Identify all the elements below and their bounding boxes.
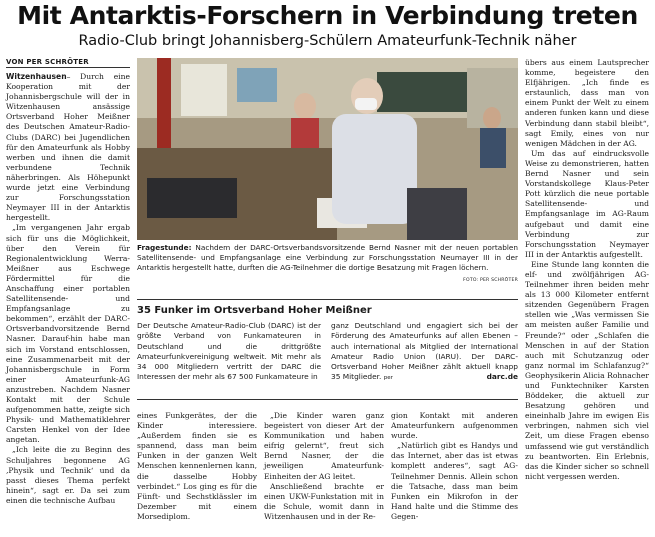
article-column-1 (6, 72, 130, 506)
infobox-bottom-rule (137, 399, 518, 400)
paragraph: „Die Kinder waren ganz begeistert von dieser Art der Kommunikation und haben eifrig gelernt“, freut sich Bernd Nasner, der die jeweiligen Amateurfunk-Einheiten der AG leitet. (264, 411, 384, 481)
infobox-title: 35 Funker im Ortsverband Hoher Meißner (137, 305, 372, 316)
paragraph: Um das auf eindrucksvolle Weise zu demonstrieren, hatten Bernd Nasner und sein Vorstandskollege Klaus-Peter Pott kürzlich die neue portable Satellitensende- und Empfangsanlage im AG-Raum aufgebaut und damit eine Verbindung zur Forschungsstation Neymayer III in der Antarktis aufgestellt. (525, 148, 649, 259)
article-photo (137, 58, 518, 240)
paragraph: Eine Stunde lang konnten die elf- und zwölfjährigen AG-Teilnehmer ihren beiden mehr als 13 000 Kilometer entfernt sitzenden Gegenübern Fragen stellen wie „Was vermissen Sie am meisten außer Familie und Freunde?“ oder „Schlafen die Menschen in auf der Station auch mit Schutzanzug oder ganz normal im Schlafanzug?“ Geophysikerin Alicia Rohnacher und Funktechniker Karsten Böddeker, die aktuell zur Besatzung gehören und eineinhalb Jahre im ewigen Eis verbringen, nahmen sich viel Zeit, um diese Fragen ebenso umfassend wie gut verständlich zu beantworten. Ein Erlebnis, das die Kinder sicher so schnell nicht vergessen werden. (525, 259, 649, 481)
article-column-3 (264, 411, 384, 522)
byline-rule (6, 67, 130, 68)
infobox-column-1 (137, 321, 321, 383)
infobox-column-2 (331, 321, 518, 384)
paragraph: eines Funkgerätes, der die Kinder interessiere. „Außerdem finden sie es spannend, dass man beim Funken in der ganzen Welt Menschen kennenlernen kann, die dasselbe Hobby verbindet.“ Los ging es für die Fünft- und Sechstklässler im Dezember mit einem Morsediplom. (137, 411, 257, 521)
subheadline: Radio-Club bringt Johannisberg-Schülern Amateurfunk-Technik näher (78, 33, 577, 49)
infobox-text: Der Deutsche Amateur-Radio-Club (DARC) ist der größte Verband von Funkamateuren in Deutschland und die drittgrößte Amateurfunkvereinigung weltweit. Mit mehr als 34 000 Mitgliedern vertritt der DARC die Interessen der mehr als 67 500 Funkamateure in (137, 321, 321, 382)
infobox-text: ganz Deutschland und engagiert sich bei der Förderung des Amateurfunks auf allen Ebenen – auch international als Mitglied der International Amateur Radio Union (IARU). Der DARC-Ortsverband Hoher Meißner zählt aktuell knapp 35 Mitglieder. per darc.de (331, 321, 518, 382)
photo-credit: FOTO: PER SCHRÖTER (463, 277, 518, 283)
infobox-author: per (383, 375, 393, 382)
dateline: Witzenhausen (6, 72, 67, 81)
paragraph: „Im vergangenen Jahr ergab sich für uns die Möglichkeit, über den Verein für Regionalentwicklung Werra-Meißner aus Eschwege Fördermittel für die Anschaffung einer portablen Satellitensende- und Empfangsanlage zu bekommen“, erzählt der DARC-Ortsverbandvorsitzende Bernd Nasner. Darauf-hin habe man sich im Vorstand entschlossen, eine Zusammenarbeit mit der Johannisbergschule in Form einer Amateurfunk-AG anzustreben. Nachdem Nasner Kontakt mit der Schule aufgenommen hatte, zeigte sich Physik- und Mathematiklehrer Carsten Henkel von der Idee angetan. (6, 223, 130, 445)
paragraph: Anschließend brachte er einen UKW-Funkstation mit in die Schule, womit dann in Witzenhausen und in der Re- (264, 481, 384, 521)
paragraph: „Ich leite die zu Beginn des Schuljahres begonnene AG ‚Physik und Technik‘ und da passt dieses Thema perfekt hinein“, sagt er. Da sei zum einen die technische Aufbau (6, 445, 130, 505)
article-column-2 (137, 411, 257, 522)
infobox-top-rule (137, 299, 518, 300)
paragraph: übers aus einem Lautsprecher komme, begeistere den Elfjährigen. „Ich finde es erstaunlich, dass man von einem Punkt der Welt zu einem anderen funken kann und diese Verbindung dann stabil bleibt“, sagt Emily, eines von nur wenigen Mädchen in der AG. (525, 58, 649, 148)
paragraph: gion Kontakt mit anderen Amateurfunkern aufgenommen wurde. (391, 411, 518, 441)
lead-text: – Durch eine Kooperation mit der Johannisbergschule will der in Witzenhausen ansässige Ortsverband Hoher Meißner des Deutschen Amateur-Radio-Clubs (DARC) bei Jugendlichen für den Amateurfunk als Hobby werben und ihnen die damit verbundene Technik näherbringen. Als Höhepunkt wurde jetzt eine Verbindung zur Forschungsstation Neymayer III in der Antarktis hergestellt. (6, 72, 130, 223)
headline: Mit Antarktis-Forschern in Verbindung treten (17, 1, 638, 30)
byline: VON PER SCHRÖTER (6, 58, 89, 66)
classroom-photo-illustration (137, 58, 518, 240)
photo-caption (137, 243, 518, 286)
infobox-source: darc.de (486, 372, 518, 382)
caption-label: Fragestunde: (137, 243, 192, 252)
lead-paragraph (6, 72, 130, 223)
paragraph: „Natürlich gibt es Handys und das Internet, aber das ist etwas komplett anderes“, sagt AG-Teilnehmer Dennis. Allein schon die Tatsache, dass man beim Funken ein Mikrofon in der Hand halte und die Stimme des Gegen- (391, 441, 518, 521)
article-column-5 (525, 58, 649, 482)
article-column-4 (391, 411, 518, 522)
caption-text: Nachdem der DARC-Ortsverbandsvorsitzende Bernd Nasner mit der neuen portablen Satellitensende- und Empfangsanlage eine Verbindung zur Forschungsstation Neumayer III in der Antarktis hergestellt hatte, durften die AG-Teilnehmer die dortige Besatzung mit Fragen löchern. (137, 243, 518, 273)
